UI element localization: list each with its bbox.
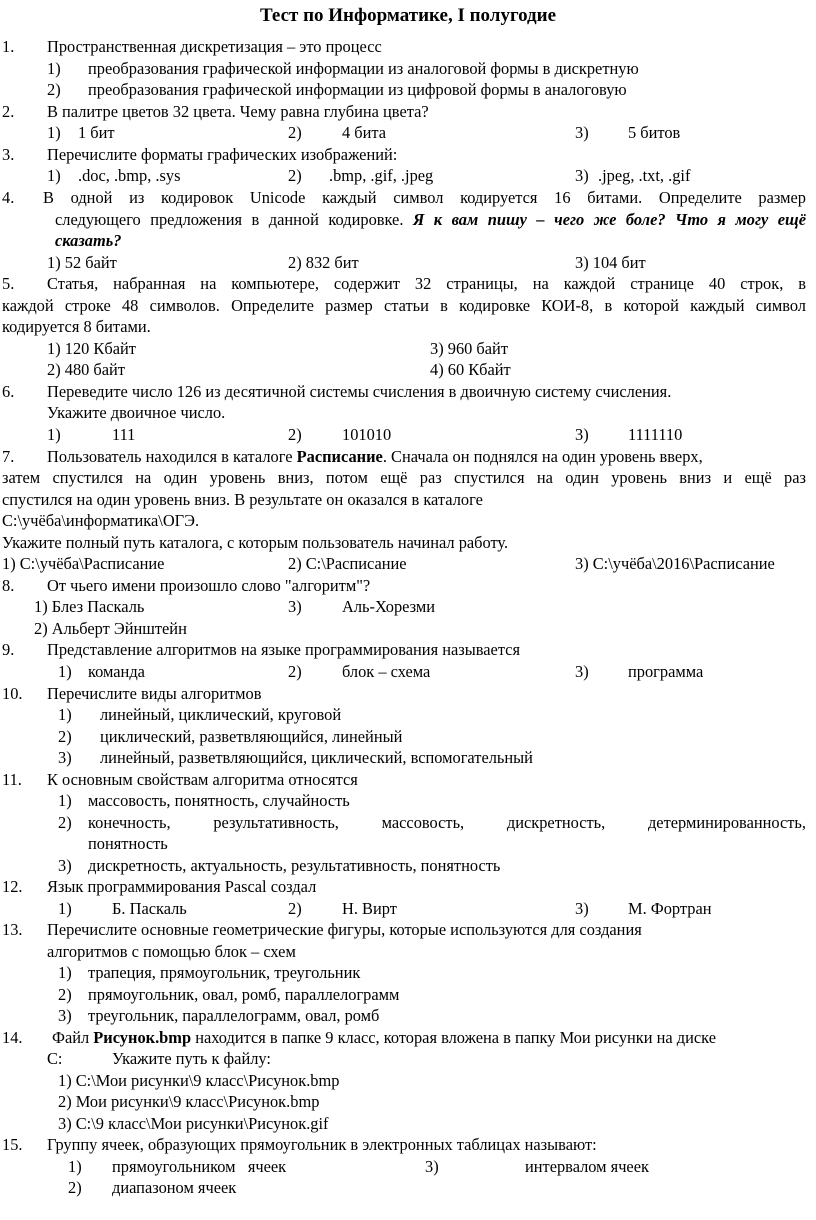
question-text-line-2: Укажите путь к файлу: — [112, 1049, 271, 1068]
option-1: команда — [88, 662, 145, 681]
option-1: 1) 52 байт — [47, 253, 117, 272]
option-3: интервалом ячеек — [525, 1157, 649, 1176]
question-number: 5. — [2, 274, 15, 293]
option-number: 2) — [288, 166, 302, 185]
option-2: Н. Вирт — [342, 899, 397, 918]
option-number: 1) — [47, 166, 61, 185]
option-number: 3) — [58, 748, 72, 767]
question-text-line-4: С:\учёба\информатика\ОГЭ. — [2, 511, 200, 530]
option-2: 4 бита — [342, 123, 387, 142]
option-2: 2) 832 бит — [288, 253, 359, 272]
option-number: 1) — [47, 59, 61, 78]
catalog-name: Расписание — [296, 447, 383, 466]
option-2: блок – схема — [342, 662, 431, 681]
option-1: 1) С:\Мои рисунки\9 класс\Рисунок.bmp — [58, 1071, 340, 1090]
question-text-line-1: Перечислите основные геометрические фигуры, которые используются для создания — [47, 920, 642, 939]
text: . Сначала он поднялся на один уровень вверх, — [382, 447, 703, 466]
question-text-line-1: В одной из кодировок Unicode каждый символ кодируется 16 битами. Определите размер — [43, 188, 806, 207]
option-2-continued: понятность — [88, 834, 168, 853]
option-number: 2) — [288, 662, 302, 681]
text: следующего предложения в данной кодировке. — [55, 210, 404, 229]
option-4: 4) 60 Кбайт — [430, 360, 511, 379]
question-number: 10. — [2, 684, 23, 703]
question-number: 15. — [2, 1135, 23, 1154]
question-number: 4. — [2, 188, 15, 207]
question-number: 8. — [2, 576, 15, 595]
question-text: Перечислите виды алгоритмов — [47, 684, 262, 703]
question-text: В палитре цветов 32 цвета. Чему равна глубина цвета? — [47, 102, 429, 121]
option-2: 101010 — [342, 425, 392, 444]
option-number: 2) — [288, 123, 302, 142]
option-number: 3) — [58, 1006, 72, 1025]
page-title: Тест по Информатике, I полугодие — [259, 5, 557, 26]
option-2: 2) С:\Расписание — [288, 554, 407, 573]
question-number: 11. — [2, 770, 22, 789]
option-number: 1) — [58, 963, 72, 982]
option-number: 1) — [47, 425, 61, 444]
option-1: 1) С:\учёба\Расписание — [2, 554, 165, 573]
question-text-line-1: Переведите число 126 из десятичной системы счисления в двоичную систему счисления. — [47, 382, 672, 401]
drive-letter: С: — [47, 1049, 63, 1068]
option-number: 1) — [68, 1157, 82, 1176]
option-number: 1) — [58, 662, 72, 681]
option-number: 2) — [68, 1178, 82, 1197]
option-1: 1) Блез Паскаль — [34, 597, 145, 616]
question-number: 7. — [2, 447, 15, 466]
option-number: 2) — [58, 813, 72, 832]
question-text-line-2: Укажите двоичное число. — [47, 403, 226, 422]
option-number: 2) — [47, 80, 61, 99]
question-number: 14. — [2, 1028, 23, 1047]
option-1: 111 — [112, 425, 136, 444]
text: Пользователь находился в каталоге — [47, 447, 293, 466]
option-3: дискретность, актуальность, результативность, понятность — [88, 856, 501, 875]
question-text: Группу ячеек, образующих прямоугольник в электронных таблицах называют: — [47, 1135, 597, 1154]
option-number: 3) — [575, 425, 589, 444]
quoted-sentence-end: сказать? — [55, 231, 122, 250]
option-number: 3) — [425, 1157, 439, 1176]
option-3: треугольник, параллелограмм, овал, ромб — [88, 1006, 380, 1025]
option-number: 1) — [58, 705, 72, 724]
option-number: 3) — [575, 899, 589, 918]
quoted-sentence: Я к вам пишу – чего же боле? Что я могу ещё — [412, 210, 806, 229]
question-text: Пространственная дискретизация – это процесс — [47, 37, 382, 56]
option-1: Б. Паскаль — [112, 899, 187, 918]
option-3: 3) С:\9 класс\Мои рисунки\Рисунок.gif — [58, 1114, 329, 1133]
option-2: прямоугольник, овал, ромб, параллелограмм — [88, 985, 400, 1004]
option-3: 3) 104 бит — [575, 253, 646, 272]
file-name: Рисунок.bmp — [93, 1028, 192, 1047]
option-3: 3) 960 байт — [430, 339, 508, 358]
option-3: 5 битов — [628, 123, 681, 142]
question-text-line-1 — [47, 449, 703, 465]
option-1: .doc, .bmp, .sys — [78, 166, 181, 185]
option-2: 2) Альберт Эйнштейн — [34, 619, 187, 638]
question-text: Перечислите форматы графических изображений: — [47, 145, 398, 164]
option-3: Аль-Хорезми — [342, 597, 436, 616]
question-text-line-2: алгоритмов с помощью блок – схем — [47, 942, 296, 961]
question-text: Представление алгоритмов на языке программирования называется — [47, 640, 520, 659]
option-1: массовость, понятность, случайность — [88, 791, 350, 810]
question-text-line-3: спустился на один уровень вниз. В результате он оказался в каталоге — [2, 490, 483, 509]
question-number: 3. — [2, 145, 15, 164]
text: находится в папке 9 класс, которая вложена в папку Мои рисунки на диске — [195, 1028, 716, 1047]
question-number: 9. — [2, 640, 15, 659]
option-number: 3) — [575, 166, 589, 185]
question-text-line-2: затем спустился на один уровень вниз, потом ещё раз спустился на один уровень вниз и ещё раз — [2, 468, 806, 487]
question-text-line-1 — [52, 1030, 716, 1046]
option-2: 2) Мои рисунки\9 класс\Рисунок.bmp — [58, 1092, 320, 1111]
option-3: линейный, разветвляющийся, циклический, вспомогательный — [100, 748, 533, 767]
option-number: 2) — [288, 425, 302, 444]
option-2: преобразования графической информации из цифровой формы в аналоговую — [88, 80, 627, 99]
question-text-line-2: каждой строке 48 символов. Определите размер статьи в кодировке КОИ-8, в которой каждый символ — [2, 296, 806, 315]
question-text-line-2 — [55, 212, 806, 228]
question-text: От чьего имени произошло слово "алгоритм"? — [47, 576, 371, 595]
question-number: 1. — [2, 37, 15, 56]
option-number: 1) — [47, 123, 61, 142]
question-number: 13. — [2, 920, 23, 939]
option-3: .jpeg, .txt, .gif — [598, 166, 691, 185]
option-number: 3) — [575, 123, 589, 142]
option-1: 1) 120 Кбайт — [47, 339, 136, 358]
option-2: циклический, разветвляющийся, линейный — [100, 727, 403, 746]
option-2: .bmp, .gif, .jpeg — [329, 166, 434, 185]
option-number: 2) — [288, 899, 302, 918]
question-text: Язык программирования Pascal создал — [47, 877, 317, 896]
option-1: 1 бит — [78, 123, 115, 142]
option-number: 2) — [58, 985, 72, 1004]
option-number: 2) — [58, 727, 72, 746]
option-1: линейный, циклический, круговой — [100, 705, 342, 724]
text: Файл — [52, 1028, 90, 1047]
question-text-line-5: Укажите полный путь каталога, с которым пользователь начинал работу. — [2, 533, 509, 552]
question-text: К основным свойствам алгоритма относятся — [47, 770, 358, 789]
option-3: 3) С:\учёба\2016\Расписание — [575, 554, 775, 573]
option-number: 3) — [288, 597, 302, 616]
question-number: 2. — [2, 102, 15, 121]
option-3: М. Фортран — [628, 899, 712, 918]
option-number: 3) — [58, 856, 72, 875]
question-text-line-3: кодируется 8 битами. — [2, 317, 151, 336]
option-2: конечность, результативность, массовость, дискретность, детерминированность, — [88, 813, 806, 832]
option-3: 1111110 — [628, 425, 683, 444]
option-1: трапеция, прямоугольник, треугольник — [88, 963, 361, 982]
option-1: прямоугольником ячеек — [112, 1157, 287, 1176]
option-number: 1) — [58, 791, 72, 810]
option-1: преобразования графической информации из аналоговой формы в дискретную — [88, 59, 639, 78]
question-number: 6. — [2, 382, 15, 401]
option-2: 2) 480 байт — [47, 360, 125, 379]
option-3: программа — [628, 662, 704, 681]
option-number: 1) — [58, 899, 72, 918]
question-number: 12. — [2, 877, 23, 896]
option-2: диапазоном ячеек — [112, 1178, 237, 1197]
option-number: 3) — [575, 662, 589, 681]
question-text-line-1: Статья, набранная на компьютере, содержит 32 страницы, на каждой странице 40 строк, в — [47, 274, 806, 293]
